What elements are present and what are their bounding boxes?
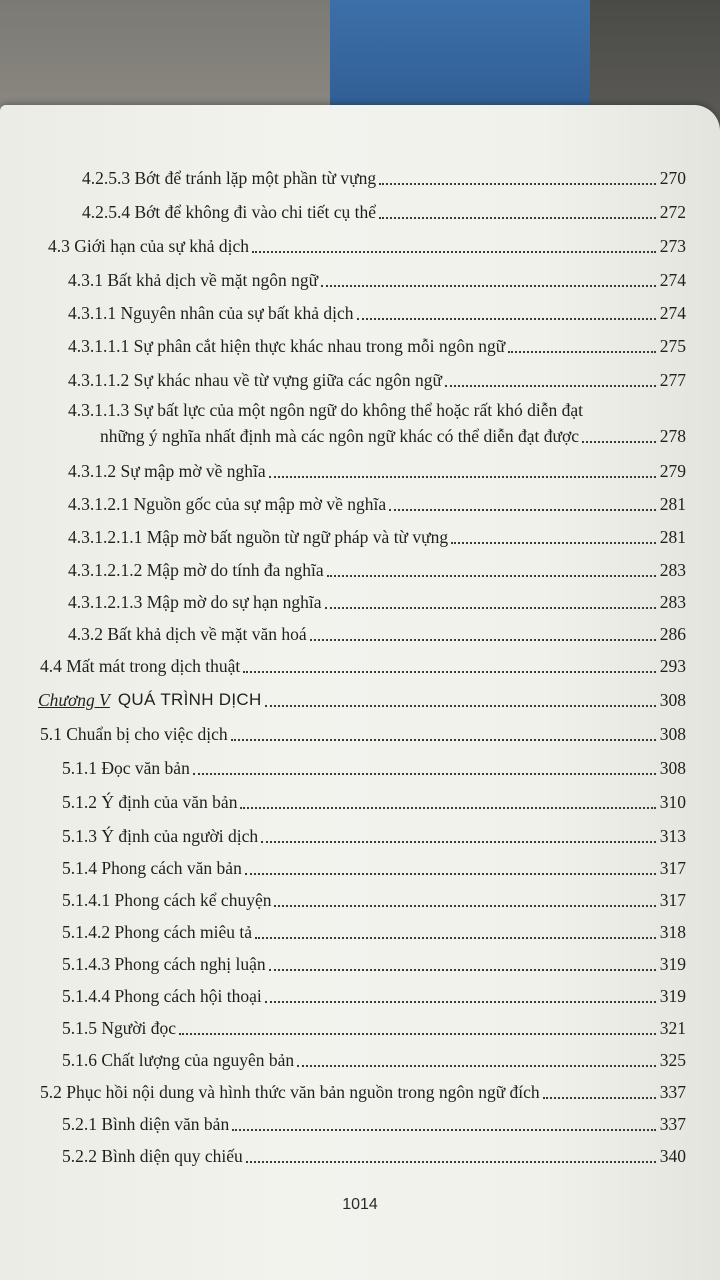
toc-entry-label: 5.1.4.2 Phong cách miêu tả (62, 922, 253, 942)
toc-leader-dots (265, 691, 656, 707)
toc-leader-dots (508, 337, 656, 353)
toc-entry (62, 980, 686, 1006)
toc-entry (62, 1012, 686, 1038)
toc-leader-dots (232, 1115, 656, 1131)
toc-leader-dots (582, 427, 656, 443)
chapter-title: QUÁ TRÌNH DỊCH (117, 690, 262, 709)
toc-leader-dots (274, 891, 655, 907)
toc-leader-dots (240, 793, 655, 809)
toc-leader-dots (321, 271, 656, 287)
toc-entry-page: 310 (659, 792, 686, 812)
toc-entry (68, 488, 686, 514)
toc-entry-page: 279 (659, 461, 686, 481)
toc-entry (48, 230, 686, 256)
toc-leader-dots (445, 371, 656, 387)
toc-leader-dots (231, 725, 656, 741)
background-left (0, 0, 330, 120)
toc-entry (68, 330, 686, 356)
toc-leader-dots (265, 987, 656, 1003)
toc-entry (40, 650, 686, 676)
toc-leader-dots (379, 169, 656, 185)
toc-entry-page: 277 (659, 370, 686, 390)
toc-leader-dots (246, 1147, 656, 1163)
toc-chapter-heading (38, 684, 686, 710)
toc-entry-page: 293 (659, 656, 686, 676)
toc-entry-page: 283 (659, 560, 686, 580)
toc-entry-label: 5.2.2 Bình diện quy chiếu (62, 1146, 243, 1166)
toc-entry-page: 273 (659, 236, 686, 256)
toc-leader-dots (310, 625, 656, 641)
toc-entry (68, 455, 686, 481)
toc-entry (62, 884, 686, 910)
toc-entry-page: 272 (659, 202, 686, 222)
toc-entry-page: 337 (659, 1114, 686, 1134)
toc-entry-page: 274 (659, 270, 686, 290)
toc-entry (82, 162, 686, 188)
toc-entry-page: 337 (659, 1082, 686, 1102)
toc-entry (68, 264, 686, 290)
toc-entry-page: 318 (659, 922, 686, 942)
toc-entry-label: 5.1.6 Chất lượng của nguyên bản (62, 1050, 295, 1070)
toc-entry (62, 948, 686, 974)
toc-entry-label: 5.2 Phục hồi nội dung và hình thức văn bản nguồn trong ngôn ngữ đích (40, 1082, 540, 1102)
toc-leader-dots (261, 827, 656, 843)
toc-entry (68, 586, 686, 612)
toc-entry-label: 4.3.1.2.1.1 Mập mờ bất nguồn từ ngữ pháp và từ vựng (68, 527, 449, 547)
toc-leader-dots (389, 495, 656, 511)
toc-entry-page: 283 (659, 592, 686, 612)
toc-entry-page: 281 (659, 494, 686, 514)
toc-entry-page: 319 (659, 954, 686, 974)
toc-entry (62, 1140, 686, 1166)
page-number-footer: 1014 (342, 1196, 378, 1213)
toc-entry-label: 4.3.1.1 Nguyên nhân của sự bất khả dịch (68, 303, 354, 323)
toc-entry-label: 5.1 Chuẩn bị cho việc dịch (40, 724, 228, 744)
toc-entry-label: 4.3.1.2.1 Nguồn gốc của sự mập mờ về nghĩa (68, 494, 387, 514)
toc-entry (40, 718, 686, 744)
toc-entry-label: 4.4 Mất mát trong dịch thuật (40, 656, 241, 676)
toc-entry-page: 270 (659, 168, 686, 188)
toc-entry (62, 786, 686, 812)
toc-entry (68, 554, 686, 580)
toc-leader-dots (243, 657, 656, 673)
toc-entry (68, 618, 686, 644)
toc-entry-page: 340 (659, 1146, 686, 1166)
toc-entry-label: 5.1.4.3 Phong cách nghị luận (62, 954, 266, 974)
toc-entry-page: 308 (659, 724, 686, 744)
toc-entry (62, 1108, 686, 1134)
toc-entry-label: 4.3.1.2 Sự mập mờ về nghĩa (68, 461, 266, 481)
toc-leader-dots (379, 203, 656, 219)
toc-entry-page: 286 (659, 624, 686, 644)
toc-leader-dots (325, 593, 656, 609)
toc-leader-dots (252, 237, 656, 253)
toc-entry-label: 5.2.1 Bình diện văn bản (62, 1114, 230, 1134)
toc-entry-label: 5.1.4.4 Phong cách hội thoại (62, 986, 262, 1006)
toc-entry-label: 4.3.1.1.2 Sự khác nhau về từ vựng giữa các ngôn ngữ (68, 370, 443, 390)
toc-entry-label-continued: những ý nghĩa nhất định mà các ngôn ngữ khác có thể diễn đạt được (100, 426, 579, 446)
toc-leader-dots (451, 528, 656, 544)
toc-entry-label: 4.3.1 Bất khả dịch về mặt ngôn ngữ (68, 270, 319, 290)
toc-leader-dots (193, 759, 656, 775)
toc-leader-dots (357, 304, 656, 320)
toc-entry-label: 4.2.5.4 Bớt để không đi vào chi tiết cụ thể (82, 202, 377, 222)
toc-entry-page: 308 (659, 690, 686, 710)
toc-entry-page: 313 (659, 826, 686, 846)
toc-entry (62, 820, 686, 846)
toc-entry (40, 1076, 686, 1102)
toc-leader-dots (245, 859, 656, 875)
background-blue-object (330, 0, 590, 120)
toc-entry-page: 317 (659, 858, 686, 878)
toc-entry-page: 274 (659, 303, 686, 323)
toc-entry-label: 4.3.1.2.1.3 Mập mờ do sự hạn nghĩa (68, 592, 322, 612)
toc-entry-page: 275 (659, 336, 686, 356)
toc-entry-label: 4.3.1.2.1.2 Mập mờ do tính đa nghĩa (68, 560, 324, 580)
toc-leader-dots (269, 955, 656, 971)
toc-entry-label: 4.3.1.1.1 Sự phân cắt hiện thực khác nhau trong mỗi ngôn ngữ (68, 336, 506, 356)
toc-entry-page: 317 (659, 890, 686, 910)
toc-entry-page: 278 (659, 426, 686, 446)
toc-entry-page: 319 (659, 986, 686, 1006)
toc-entry-label: 5.1.3 Ý định của người dịch (62, 826, 259, 846)
toc-leader-dots (179, 1019, 656, 1035)
toc-leader-dots (255, 923, 656, 939)
toc-entry-label: 5.1.5 Người đọc (62, 1018, 177, 1038)
toc-entry-page: 321 (659, 1018, 686, 1038)
toc-entry-label: 5.1.2 Ý định của văn bản (62, 792, 238, 812)
toc-entry (62, 752, 686, 778)
toc-entry (68, 521, 686, 547)
toc-entry-page: 325 (659, 1050, 686, 1070)
toc-entry (68, 364, 686, 390)
toc-entry-page: 281 (659, 527, 686, 547)
toc-entry-label: 5.1.4 Phong cách văn bản (62, 858, 242, 878)
toc-leader-dots (543, 1083, 656, 1099)
toc-entry-label: 4.3.2 Bất khả dịch về mặt văn hoá (68, 624, 307, 644)
toc-entry (82, 196, 686, 222)
toc-entry (62, 916, 686, 942)
toc-entry-label: 4.2.5.3 Bớt để tránh lặp một phần từ vựng (82, 168, 377, 188)
toc-entry (62, 1044, 686, 1070)
toc-entry-label: 4.3.1.1.3 Sự bất lực của một ngôn ngữ do không thể hoặc rất khó diễn đạt (68, 400, 583, 420)
toc-entry-page: 308 (659, 758, 686, 778)
toc-entry (68, 297, 686, 323)
toc-entry-multiline (68, 394, 686, 446)
toc-entry-label: 5.1.1 Đọc văn bản (62, 758, 190, 778)
chapter-number: Chương V (38, 690, 110, 710)
toc-entry-label: 4.3 Giới hạn của sự khả dịch (48, 236, 249, 256)
toc-leader-dots (269, 462, 656, 478)
toc-leader-dots (297, 1051, 656, 1067)
toc-leader-dots (327, 561, 656, 577)
toc-entry-label: 5.1.4.1 Phong cách kể chuyện (62, 890, 272, 910)
toc-entry (62, 852, 686, 878)
